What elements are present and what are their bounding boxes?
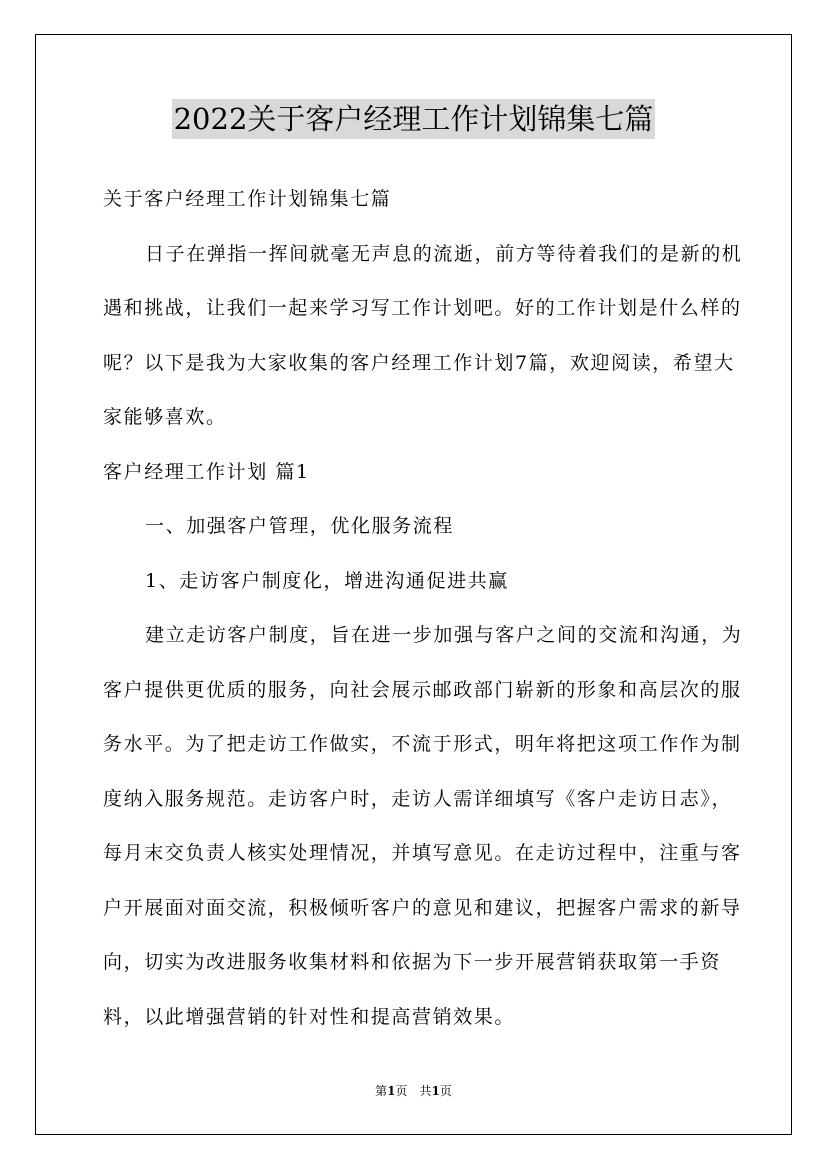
- footer-page-total: 1: [431, 1084, 440, 1098]
- document-body: [103, 172, 743, 1044]
- subtitle-paragraph: 关于客户经理工作计划锦集七篇: [103, 188, 392, 210]
- subsection-heading: 一、加强客户管理，优化服务流程: [145, 515, 455, 537]
- document-title-wrapper: [0, 98, 827, 139]
- page-footer: [0, 1083, 827, 1099]
- footer-page-current: 1: [387, 1084, 396, 1098]
- footer-page-mid: 页 共: [395, 1084, 432, 1098]
- footer-page-prefix: 第: [375, 1084, 388, 1098]
- item-heading: 1、走访客户制度化，增进沟通促进共赢: [145, 569, 509, 592]
- footer-page-suffix: 页: [439, 1084, 452, 1098]
- document-title: 2022关于客户经理工作计划锦集七篇: [172, 99, 656, 139]
- body-paragraph: 建立走访客户制度，旨在进一步加强与客户之间的交流和沟通，为客户提供更优质的服务，向社会展示邮政部门崭新的形象和高层次的服务水平。为了把走访工作做实，不流于形式，明年将把这项工作作为制度纳入服务规范。走访客户时，走访人需详细填写《客户走访日志》，每月末交负责人核实处理情况，并填写意见。在走访过程中，注重与客户开展面对面交流，积极倾听客户的意见和建议，把握客户需求的新导向，切实为改进服务收集材料和依据为下一步开展营销获取第一手资料，以此增强营销的针对性和提高营销效果。: [103, 624, 743, 1028]
- intro-paragraph: 日子在弹指一挥间就毫无声息的流逝，前方等待着我们的是新的机遇和挑战，让我们一起来学习写工作计划吧。好的工作计划是什么样的呢？以下是我为大家收集的客户经理工作计划7篇，欢迎阅读，希望大家能够喜欢。: [103, 242, 743, 428]
- section-heading: 客户经理工作计划 篇1: [103, 460, 310, 483]
